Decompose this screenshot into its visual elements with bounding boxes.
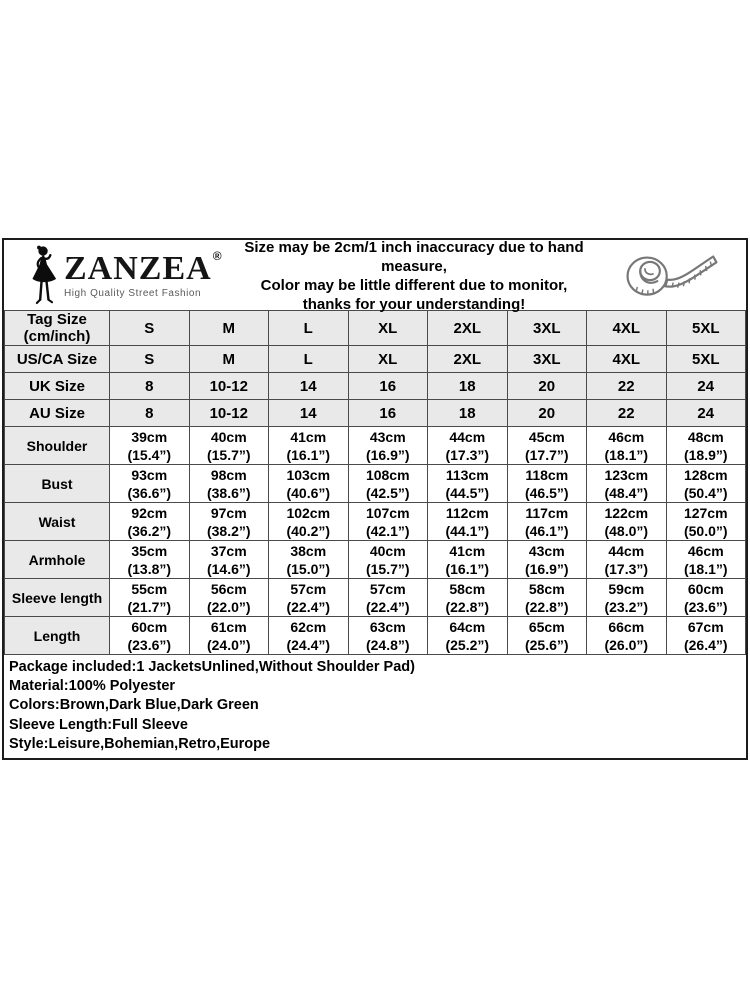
measure-cell bbox=[428, 617, 508, 655]
measure-cm: 41cm bbox=[449, 542, 486, 559]
row-label bbox=[5, 346, 110, 373]
measure-cm: 58cm bbox=[528, 580, 565, 597]
measure-cm: 48cm bbox=[687, 428, 724, 445]
row-label: Bust bbox=[5, 465, 110, 503]
measure-cm: 98cm bbox=[210, 466, 247, 483]
measure-inch: (42.5”) bbox=[365, 484, 410, 501]
measure-inch: (26.0”) bbox=[604, 636, 649, 653]
size-cell: 3XL bbox=[507, 311, 587, 346]
size-chart-sheet bbox=[2, 238, 748, 760]
size-cell: 20 bbox=[507, 373, 587, 400]
measure-cm: 58cm bbox=[449, 580, 486, 597]
measure-inch: (50.0”) bbox=[683, 522, 728, 539]
measure-cm: 57cm bbox=[290, 580, 327, 597]
tape-measure-icon bbox=[621, 244, 719, 306]
brand-name: ZANZEA bbox=[64, 249, 212, 287]
row-label-text: AU Size bbox=[29, 404, 85, 422]
row-label: Length bbox=[5, 617, 110, 655]
measure-cm: 40cm bbox=[210, 428, 247, 445]
measure-cm: 60cm bbox=[131, 618, 168, 635]
measure-cell bbox=[110, 427, 190, 465]
measure-cell bbox=[666, 503, 746, 541]
product-details bbox=[4, 655, 746, 758]
measure-cell bbox=[269, 617, 349, 655]
measure-cm: 39cm bbox=[131, 428, 168, 445]
measure-cm: 107cm bbox=[365, 504, 410, 521]
measure-inch: (36.6”) bbox=[127, 484, 172, 501]
measure-inch: (16.1”) bbox=[445, 560, 490, 577]
size-cell: 18 bbox=[428, 373, 508, 400]
measure-inch: (40.6”) bbox=[286, 484, 331, 501]
measure-cell bbox=[507, 503, 587, 541]
measure-cell bbox=[507, 617, 587, 655]
measure-cell bbox=[189, 617, 269, 655]
measure-inch: (22.8”) bbox=[524, 598, 569, 615]
measure-cell bbox=[348, 503, 428, 541]
size-cell: 24 bbox=[666, 400, 746, 427]
detail-line: Package included:1 JacketsUnlined,Without Shoulder Pad) bbox=[9, 659, 415, 675]
measure-cm: 123cm bbox=[604, 466, 649, 483]
measure-cm: 118cm bbox=[525, 466, 569, 483]
measure-inch: (46.1”) bbox=[524, 522, 569, 539]
measure-cm: 43cm bbox=[528, 542, 565, 559]
row-label: Waist bbox=[5, 503, 110, 541]
measure-cm: 37cm bbox=[210, 542, 247, 559]
size-cell: 10-12 bbox=[189, 373, 269, 400]
measure-inch: (15.0”) bbox=[286, 560, 331, 577]
size-cell: 2XL bbox=[428, 346, 508, 373]
size-cell: 8 bbox=[110, 400, 190, 427]
size-cell: L bbox=[269, 311, 349, 346]
size-cell: 5XL bbox=[666, 311, 746, 346]
detail-line: Style:Leisure,Bohemian,Retro,Europe bbox=[9, 735, 271, 752]
disclaimer-line-1: Size may be 2cm/1 inch inaccuracy due to hand measure, bbox=[244, 239, 584, 275]
row-label: Shoulder bbox=[5, 427, 110, 465]
size-cell: S bbox=[110, 346, 190, 373]
measure-inch: (36.2”) bbox=[127, 522, 172, 539]
size-cell: 16 bbox=[348, 373, 428, 400]
row-label: Sleeve length bbox=[5, 579, 110, 617]
measure-cm: 61cm bbox=[210, 618, 247, 635]
size-header-row bbox=[5, 311, 746, 346]
measure-cell bbox=[666, 427, 746, 465]
measure-cell bbox=[507, 427, 587, 465]
measure-inch: (22.4”) bbox=[365, 598, 410, 615]
row-label-text: US/CA Size bbox=[16, 350, 98, 368]
measure-inch: (18.1”) bbox=[683, 560, 728, 577]
size-cell: 18 bbox=[428, 400, 508, 427]
measure-inch: (23.6”) bbox=[127, 636, 172, 653]
detail-line: Colors:Brown,Dark Blue,Dark Green bbox=[9, 697, 259, 714]
size-table bbox=[4, 310, 746, 655]
fashion-figure-icon bbox=[28, 245, 62, 305]
measure-cm: 67cm bbox=[687, 618, 724, 635]
measure-inch: (22.0”) bbox=[206, 598, 251, 615]
brand-text-block bbox=[64, 248, 222, 299]
measure-cell bbox=[587, 503, 667, 541]
measure-inch: (18.1”) bbox=[604, 446, 649, 463]
size-table-body bbox=[5, 311, 746, 655]
size-cell: 4XL bbox=[587, 311, 667, 346]
measure-cell bbox=[587, 427, 667, 465]
measure-inch: (48.0”) bbox=[604, 522, 649, 539]
measure-cm: 108cm bbox=[365, 466, 410, 483]
header-band bbox=[4, 239, 746, 313]
measure-cell bbox=[110, 579, 190, 617]
measure-inch: (23.2”) bbox=[604, 598, 649, 615]
size-cell: M bbox=[189, 346, 269, 373]
measure-inch: (25.2”) bbox=[445, 636, 490, 653]
measure-cell bbox=[269, 465, 349, 503]
measure-inch: (40.2”) bbox=[286, 522, 331, 539]
measure-cell bbox=[110, 541, 190, 579]
size-header-row bbox=[5, 373, 746, 400]
measure-inch: (14.6”) bbox=[206, 560, 251, 577]
measure-cell bbox=[348, 541, 428, 579]
measure-cell bbox=[428, 579, 508, 617]
measure-cm: 38cm bbox=[290, 542, 327, 559]
measure-cm: 62cm bbox=[290, 618, 327, 635]
measure-cell bbox=[428, 503, 508, 541]
detail-line: Material:100% Polyester bbox=[9, 678, 176, 695]
measure-cm: 113cm bbox=[445, 466, 489, 483]
size-cell: S bbox=[110, 311, 190, 346]
measure-cm: 66cm bbox=[608, 618, 645, 635]
measure-cell bbox=[348, 579, 428, 617]
measure-cm: 46cm bbox=[608, 428, 645, 445]
size-cell: 16 bbox=[348, 400, 428, 427]
measure-cell bbox=[666, 617, 746, 655]
measure-cm: 55cm bbox=[131, 580, 168, 597]
measure-cell bbox=[269, 579, 349, 617]
measure-cm: 92cm bbox=[131, 504, 168, 521]
size-cell: 22 bbox=[587, 400, 667, 427]
measure-cell bbox=[666, 465, 746, 503]
row-label-text: UK Size bbox=[29, 377, 85, 395]
measure-inch: (25.6”) bbox=[524, 636, 569, 653]
measure-row bbox=[5, 617, 746, 655]
measure-cell bbox=[189, 541, 269, 579]
measure-cell bbox=[587, 579, 667, 617]
measure-row bbox=[5, 427, 746, 465]
measure-cell bbox=[507, 465, 587, 503]
measure-inch: (24.4”) bbox=[286, 636, 331, 653]
measure-inch: (44.5”) bbox=[445, 484, 490, 501]
size-cell: 8 bbox=[110, 373, 190, 400]
measure-inch: (22.8”) bbox=[445, 598, 490, 615]
measure-cm: 44cm bbox=[449, 428, 486, 445]
measure-cell bbox=[507, 579, 587, 617]
measure-cm: 117cm bbox=[525, 504, 569, 521]
measure-cell bbox=[587, 541, 667, 579]
measure-cell bbox=[189, 579, 269, 617]
size-cell: 14 bbox=[269, 373, 349, 400]
brand-logo bbox=[4, 245, 222, 305]
measure-cell bbox=[666, 541, 746, 579]
measure-cm: 93cm bbox=[131, 466, 168, 483]
measure-inch: (17.3”) bbox=[604, 560, 649, 577]
detail-line: Sleeve Length:Full Sleeve bbox=[9, 716, 188, 733]
measure-cm: 41cm bbox=[290, 428, 327, 445]
size-cell: L bbox=[269, 346, 349, 373]
measure-cm: 122cm bbox=[604, 504, 649, 521]
row-label-text: Tag Size bbox=[27, 311, 87, 328]
measure-cell bbox=[110, 617, 190, 655]
measure-cell bbox=[428, 541, 508, 579]
disclaimer-line-2: Color may be little different due to monitor, bbox=[260, 277, 568, 294]
size-cell: M bbox=[189, 311, 269, 346]
row-label: Armhole bbox=[5, 541, 110, 579]
measure-row bbox=[5, 579, 746, 617]
size-cell: 2XL bbox=[428, 311, 508, 346]
measure-inch: (22.4”) bbox=[286, 598, 331, 615]
measure-inch: (15.7”) bbox=[206, 446, 251, 463]
measure-cm: 60cm bbox=[687, 580, 724, 597]
brand-tagline: High Quality Street Fashion bbox=[64, 287, 202, 299]
measure-inch: (44.1”) bbox=[445, 522, 490, 539]
measure-cm: 128cm bbox=[683, 466, 728, 483]
size-cell: 3XL bbox=[507, 346, 587, 373]
measure-cell bbox=[110, 465, 190, 503]
measure-cm: 65cm bbox=[528, 618, 565, 635]
measure-disclaimer bbox=[222, 236, 606, 314]
measure-cell bbox=[110, 503, 190, 541]
measure-cell bbox=[189, 465, 269, 503]
measure-cell bbox=[189, 427, 269, 465]
measure-cm: 97cm bbox=[210, 504, 247, 521]
measure-row bbox=[5, 541, 746, 579]
measure-cm: 59cm bbox=[608, 580, 645, 597]
size-cell: 10-12 bbox=[189, 400, 269, 427]
measure-cm: 103cm bbox=[286, 466, 331, 483]
measure-inch: (16.1”) bbox=[286, 446, 331, 463]
measure-cell bbox=[189, 503, 269, 541]
size-cell: 20 bbox=[507, 400, 587, 427]
measure-cell bbox=[507, 541, 587, 579]
measure-cm: 46cm bbox=[687, 542, 724, 559]
measure-cm: 44cm bbox=[608, 542, 645, 559]
measure-row bbox=[5, 465, 746, 503]
measure-cell bbox=[587, 617, 667, 655]
measure-cm: 43cm bbox=[369, 428, 406, 445]
size-cell: 22 bbox=[587, 373, 667, 400]
measure-cell bbox=[269, 427, 349, 465]
measure-cm: 57cm bbox=[369, 580, 406, 597]
measure-cell bbox=[348, 427, 428, 465]
size-cell: 4XL bbox=[587, 346, 667, 373]
measure-inch: (26.4”) bbox=[683, 636, 728, 653]
size-header-row bbox=[5, 400, 746, 427]
row-label bbox=[5, 311, 110, 346]
measure-inch: (50.4”) bbox=[683, 484, 728, 501]
measure-inch: (38.6”) bbox=[206, 484, 251, 501]
measure-cm: 45cm bbox=[528, 428, 565, 445]
measure-cell bbox=[587, 465, 667, 503]
measure-cm: 112cm bbox=[445, 504, 489, 521]
measure-inch: (16.9”) bbox=[365, 446, 410, 463]
measure-cell bbox=[348, 617, 428, 655]
measure-inch: (42.1”) bbox=[365, 522, 410, 539]
tape-measure-wrap bbox=[606, 244, 746, 306]
registered-trademark: ® bbox=[212, 248, 222, 263]
measure-cell bbox=[428, 465, 508, 503]
measure-inch: (24.8”) bbox=[365, 636, 410, 653]
measure-cm: 127cm bbox=[683, 504, 728, 521]
measure-cm: 64cm bbox=[449, 618, 486, 635]
measure-cm: 63cm bbox=[369, 618, 406, 635]
measure-cell bbox=[269, 503, 349, 541]
measure-cm: 56cm bbox=[210, 580, 247, 597]
measure-cell bbox=[269, 541, 349, 579]
measure-inch: (15.4”) bbox=[127, 446, 172, 463]
measure-cell bbox=[666, 579, 746, 617]
measure-cell bbox=[428, 427, 508, 465]
measure-inch: (18.9”) bbox=[683, 446, 728, 463]
disclaimer-line-3: thanks for your understanding! bbox=[302, 296, 526, 313]
measure-row bbox=[5, 503, 746, 541]
measure-cm: 102cm bbox=[286, 504, 331, 521]
row-label bbox=[5, 400, 110, 427]
row-label-subtext: (cm/inch) bbox=[23, 328, 91, 345]
measure-inch: (17.3”) bbox=[445, 446, 490, 463]
size-cell: 14 bbox=[269, 400, 349, 427]
measure-cm: 40cm bbox=[369, 542, 406, 559]
measure-inch: (24.0”) bbox=[206, 636, 251, 653]
size-cell: 5XL bbox=[666, 346, 746, 373]
measure-inch: (46.5”) bbox=[524, 484, 569, 501]
size-cell: XL bbox=[348, 311, 428, 346]
measure-cm: 35cm bbox=[131, 542, 168, 559]
measure-inch: (48.4”) bbox=[604, 484, 649, 501]
measure-inch: (23.6”) bbox=[683, 598, 728, 615]
measure-inch: (38.2”) bbox=[206, 522, 251, 539]
size-cell: 24 bbox=[666, 373, 746, 400]
row-label bbox=[5, 373, 110, 400]
size-header-row bbox=[5, 346, 746, 373]
measure-inch: (21.7”) bbox=[127, 598, 172, 615]
measure-inch: (17.7”) bbox=[524, 446, 569, 463]
measure-cell bbox=[348, 465, 428, 503]
measure-inch: (15.7”) bbox=[365, 560, 410, 577]
measure-inch: (13.8”) bbox=[127, 560, 172, 577]
measure-inch: (16.9”) bbox=[524, 560, 569, 577]
size-cell: XL bbox=[348, 346, 428, 373]
